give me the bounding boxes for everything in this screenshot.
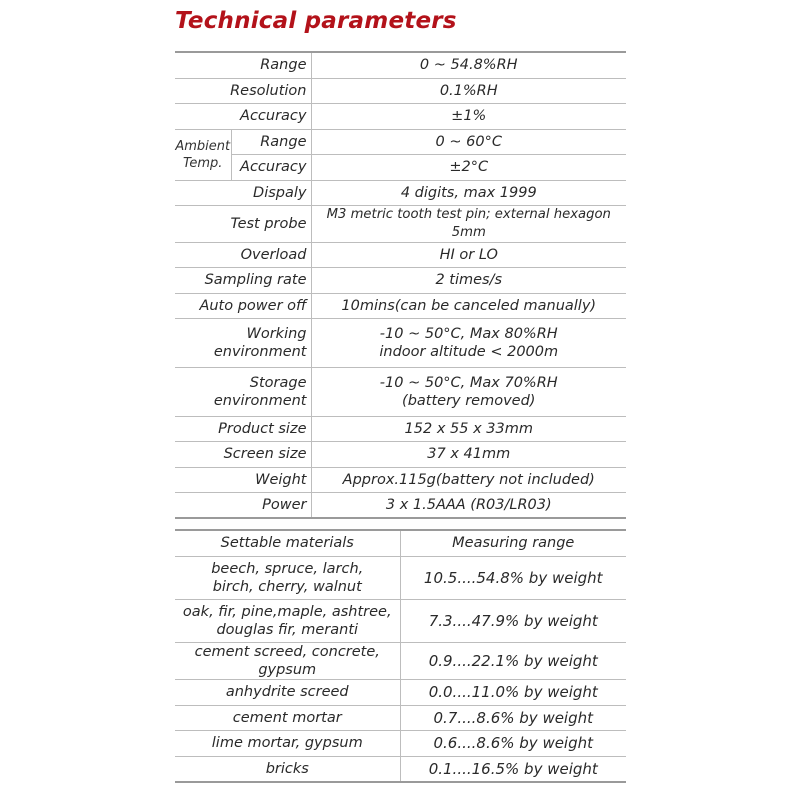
material-name: anhydrite screed <box>175 679 400 705</box>
spec-row-range <box>175 52 626 78</box>
spec-value: 3 x 1.5AAA (R03/LR03) <box>311 492 626 518</box>
materials-table <box>175 529 626 783</box>
spec-row-working-environment <box>175 318 626 367</box>
materials-column-header: Settable materials <box>175 530 400 556</box>
spec-value <box>311 367 626 416</box>
spec-label: Range <box>175 52 311 78</box>
spec-label: Product size <box>175 416 311 441</box>
spec-value <box>311 318 626 367</box>
spec-row-power <box>175 492 626 518</box>
material-name-line: birch, cherry, walnut <box>212 578 362 595</box>
material-name-line: douglas fir, meranti <box>216 621 359 638</box>
material-range: 0.1....16.5% by weight <box>400 756 626 782</box>
spec-row-product-size <box>175 416 626 441</box>
range-column-header: Measuring range <box>400 530 626 556</box>
material-name: cement screed, concrete, gypsum <box>175 642 400 679</box>
spec-label: Test probe <box>175 205 311 242</box>
spec-value: 4 digits, max 1999 <box>311 180 626 205</box>
spec-value: 37 x 41mm <box>311 441 626 467</box>
material-name <box>175 599 400 642</box>
specs-table <box>175 51 626 519</box>
material-row <box>175 556 626 599</box>
spec-value: 152 x 55 x 33mm <box>311 416 626 441</box>
spec-value: 0.1%RH <box>311 78 626 103</box>
spec-row-screen-size <box>175 441 626 467</box>
spec-row-sampling-rate <box>175 267 626 293</box>
spec-value-line: -10 ~ 50°C, Max 80%RH <box>379 325 558 342</box>
material-range: 7.3....47.9% by weight <box>400 599 626 642</box>
material-row <box>175 599 626 642</box>
spec-value-line: (battery removed) <box>402 392 536 409</box>
material-name: lime mortar, gypsum <box>175 730 400 756</box>
spec-label: Accuracy <box>231 154 311 180</box>
material-range: 0.7....8.6% by weight <box>400 705 626 730</box>
spec-row-storage-environment <box>175 367 626 416</box>
material-range: 0.0....11.0% by weight <box>400 679 626 705</box>
spec-label: Power <box>175 492 311 518</box>
spec-row-ambient-range <box>175 129 626 154</box>
spec-label: Sampling rate <box>175 267 311 293</box>
material-row <box>175 756 626 782</box>
spec-label <box>175 367 311 416</box>
material-name-line: oak, fir, pine,maple, ashtree, <box>182 603 392 620</box>
spec-label: Dispaly <box>175 180 311 205</box>
material-row <box>175 679 626 705</box>
spec-row-ambient-accuracy <box>175 154 626 180</box>
material-range: 0.6....8.6% by weight <box>400 730 626 756</box>
spec-value: 2 times/s <box>311 267 626 293</box>
material-row <box>175 730 626 756</box>
spec-label <box>175 318 311 367</box>
spec-value: M3 metric tooth test pin; external hexagon 5mm <box>311 205 626 242</box>
material-name <box>175 556 400 599</box>
material-name-line: beech, spruce, larch, <box>211 560 364 577</box>
spec-row-test-probe <box>175 205 626 242</box>
spec-value: HI or LO <box>311 242 626 267</box>
spec-row-overload <box>175 242 626 267</box>
ambient-temp-group-label: Ambient Temp. <box>175 129 231 180</box>
page-title: Technical parameters <box>175 8 457 34</box>
spec-row-display <box>175 180 626 205</box>
spec-label: Overload <box>175 242 311 267</box>
spec-value: ±1% <box>311 103 626 129</box>
spec-value-line: -10 ~ 50°C, Max 70%RH <box>379 374 558 391</box>
spec-label-line: Storage <box>249 374 307 391</box>
spec-label: Resolution <box>175 78 311 103</box>
spec-label: Screen size <box>175 441 311 467</box>
spec-value-line: indoor altitude < 2000m <box>379 343 559 360</box>
material-row <box>175 705 626 730</box>
spec-value: Approx.115g(battery not included) <box>311 467 626 492</box>
material-row <box>175 642 626 679</box>
spec-row-auto-power-off <box>175 293 626 318</box>
spec-row-weight <box>175 467 626 492</box>
spec-value: 0 ~ 60°C <box>311 129 626 154</box>
spec-label-line: Working <box>246 325 307 342</box>
spec-value: 0 ~ 54.8%RH <box>311 52 626 78</box>
spec-label: Accuracy <box>175 103 311 129</box>
spec-label: Weight <box>175 467 311 492</box>
spec-label: Auto power off <box>175 293 311 318</box>
material-range: 10.5....54.8% by weight <box>400 556 626 599</box>
materials-header-row <box>175 530 626 556</box>
spec-row-resolution <box>175 78 626 103</box>
spec-label-line: environment <box>213 343 307 360</box>
material-name: bricks <box>175 756 400 782</box>
spec-label: Range <box>231 129 311 154</box>
spec-value: 10mins(can be canceled manually) <box>311 293 626 318</box>
material-range: 0.9....22.1% by weight <box>400 642 626 679</box>
spec-value: ±2°C <box>311 154 626 180</box>
material-name: cement mortar <box>175 705 400 730</box>
spec-row-accuracy <box>175 103 626 129</box>
spec-label-line: environment <box>213 392 307 409</box>
